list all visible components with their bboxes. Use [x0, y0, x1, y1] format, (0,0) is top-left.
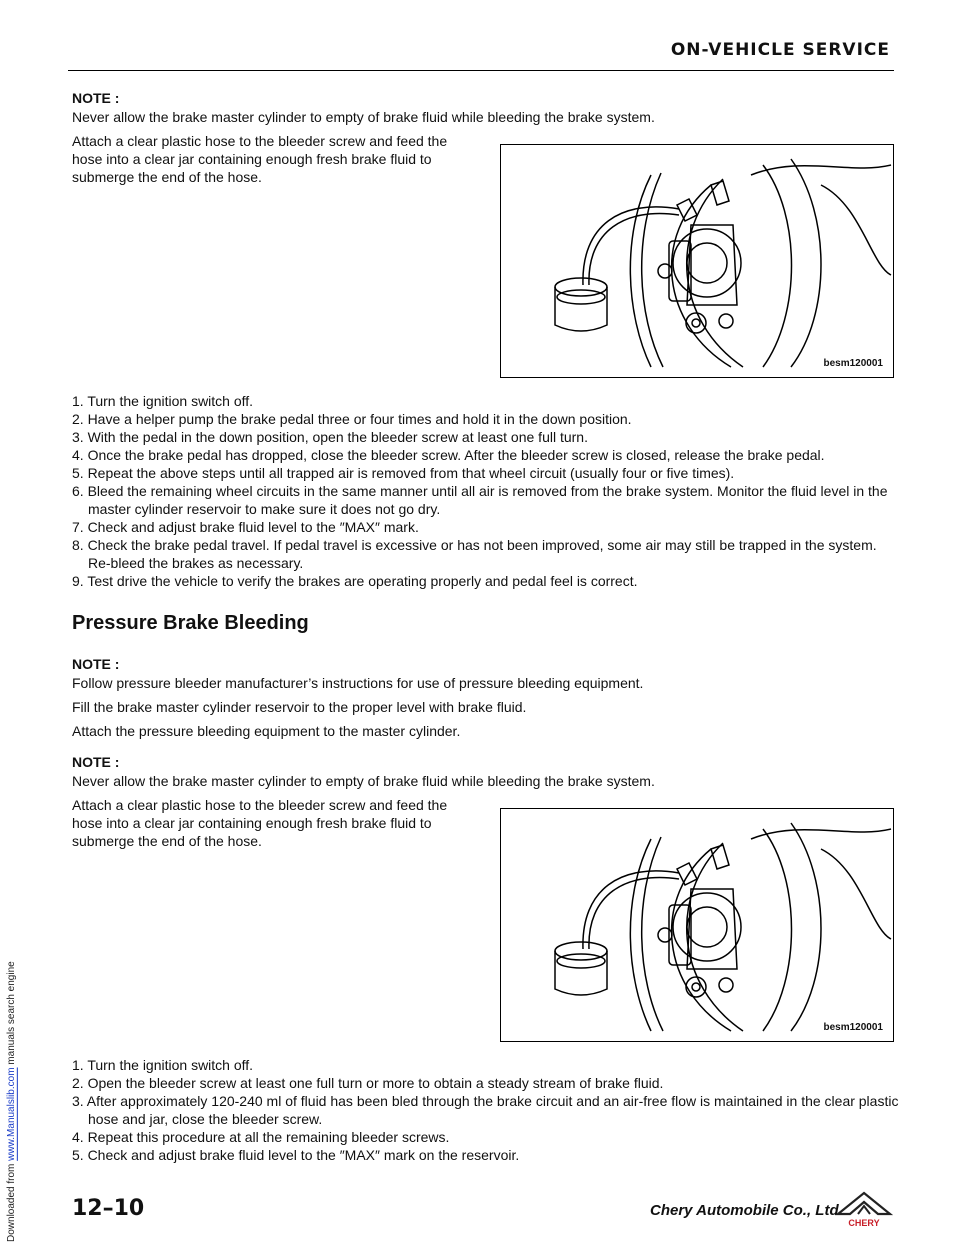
- step-item: 1. Turn the ignition switch off.: [72, 393, 254, 409]
- step-item: 9. Test drive the vehicle to verify the brakes are operating properly and pedal feel is correct.: [72, 573, 638, 589]
- note-text: Follow pressure bleeder manufacturer’s instructions for use of pressure bleeding equipment.: [72, 675, 644, 691]
- step-item: 2. Open the bleeder screw at least one full turn or more to obtain a steady stream of brake fluid.: [72, 1075, 664, 1091]
- figure-code: besm120001: [823, 358, 883, 369]
- caliper-illustration: [501, 809, 893, 1041]
- brake-bleeding-figure: [500, 808, 894, 1042]
- attach-hose-paragraph: Attach a clear plastic hose to the bleeder screw and feed the hose into a clear jar containing enough fresh brake fluid to submerge the end of the hose.: [72, 797, 448, 849]
- download-source-note: [6, 0, 18, 1242]
- fill-reservoir-paragraph: Fill the brake master cylinder reservoir to the proper level with brake fluid.: [72, 699, 527, 715]
- brake-bleeding-figure: [500, 144, 894, 378]
- download-suffix: manuals search engine: [6, 961, 17, 1068]
- download-prefix: Downloaded from: [6, 1160, 17, 1242]
- step-item: 3. After approximately 120-240 ml of fluid has been bled through the brake circuit and an air-free flow is maintained in the clear plastic hose and jar, close the bleeder screw.: [72, 1093, 899, 1127]
- step-item: 2. Have a helper pump the brake pedal three or four times and hold it in the down position.: [72, 411, 632, 427]
- manualslib-link[interactable]: www.Manualslib.com: [6, 1067, 17, 1161]
- step-item: 5. Check and adjust brake fluid level to the ″MAX″ mark on the reservoir.: [72, 1147, 520, 1163]
- figure-code: besm120001: [823, 1022, 883, 1033]
- step-item: 1. Turn the ignition switch off.: [72, 1057, 254, 1073]
- step-item: 4. Once the brake pedal has dropped, close the bleeder screw. After the bleeder screw is closed, release the brake pedal.: [72, 447, 825, 463]
- note-text: Never allow the brake master cylinder to empty of brake fluid while bleeding the brake system.: [72, 109, 655, 125]
- note-label: NOTE :: [72, 90, 120, 106]
- step-item: 7. Check and adjust brake fluid level to the ″MAX″ mark.: [72, 519, 419, 535]
- step-item: 3. With the pedal in the down position, open the bleeder screw at least one full turn.: [72, 429, 588, 445]
- note-label: NOTE :: [72, 656, 120, 672]
- page-header-title: ON-VEHICLE SERVICE: [670, 40, 890, 60]
- logo-text: CHERY: [848, 1218, 880, 1228]
- step-item: 6. Bleed the remaining wheel circuits in the same manner until all air is removed from the brake system. Monitor the fluid level in the master cylinder reservoir to make sure it does not go dry.: [72, 483, 888, 517]
- chery-logo-icon: [832, 1190, 896, 1230]
- attach-hose-paragraph: Attach a clear plastic hose to the bleeder screw and feed the hose into a clear jar containing enough fresh brake fluid to submerge the end of the hose.: [72, 133, 448, 185]
- attach-equipment-paragraph: Attach the pressure bleeding equipment to the master cylinder.: [72, 723, 461, 739]
- caliper-illustration: [501, 145, 893, 377]
- procedure-steps-list: [72, 1056, 902, 1164]
- procedure-steps-list: [72, 392, 902, 590]
- note-label: NOTE :: [72, 754, 120, 770]
- step-item: 8. Check the brake pedal travel. If pedal travel is excessive or has not been improved, some air may still be trapped in the system. Re-bleed the brakes as necessary.: [72, 537, 877, 571]
- page-number: 12–10: [72, 1196, 145, 1221]
- note-text: Never allow the brake master cylinder to empty of brake fluid while bleeding the brake system.: [72, 773, 655, 789]
- step-item: 4. Repeat this procedure at all the remaining bleeder screws.: [72, 1129, 450, 1145]
- step-item: 5. Repeat the above steps until all trapped air is removed from that wheel circuit (usually four or five times).: [72, 465, 735, 481]
- header-divider: [68, 70, 894, 71]
- section-title: Pressure Brake Bleeding: [72, 612, 309, 634]
- chery-logo: [832, 1190, 896, 1230]
- company-name: Chery Automobile Co., Ltd.: [650, 1202, 843, 1219]
